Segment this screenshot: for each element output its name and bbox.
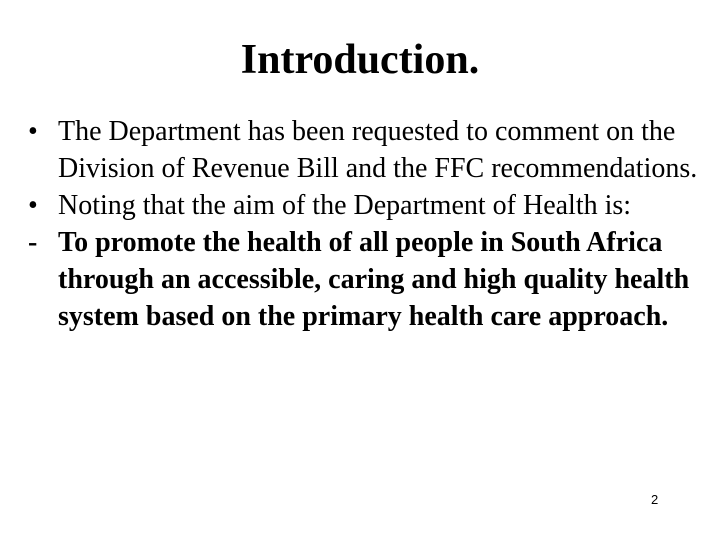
slide-body xyxy=(28,113,698,335)
page-number: 2 xyxy=(651,492,659,507)
bullet-text: The Department has been requested to comment on the Division of Revenue Bill and the FFC recommendations. xyxy=(58,116,698,184)
slide-title: Introduction. xyxy=(240,37,480,83)
dash-text: To promote the health of all people in South Africa through an accessible, caring and high quality health system based on the primary health care approach. xyxy=(58,227,690,332)
bullet-item xyxy=(28,113,698,187)
bullet-marker: • xyxy=(28,116,38,147)
bullet-text: Noting that the aim of the Department of Health is: xyxy=(58,190,632,221)
dash-item xyxy=(28,224,698,335)
bullet-marker: • xyxy=(28,190,38,221)
bullet-item xyxy=(28,187,698,224)
dash-marker: - xyxy=(28,227,38,258)
